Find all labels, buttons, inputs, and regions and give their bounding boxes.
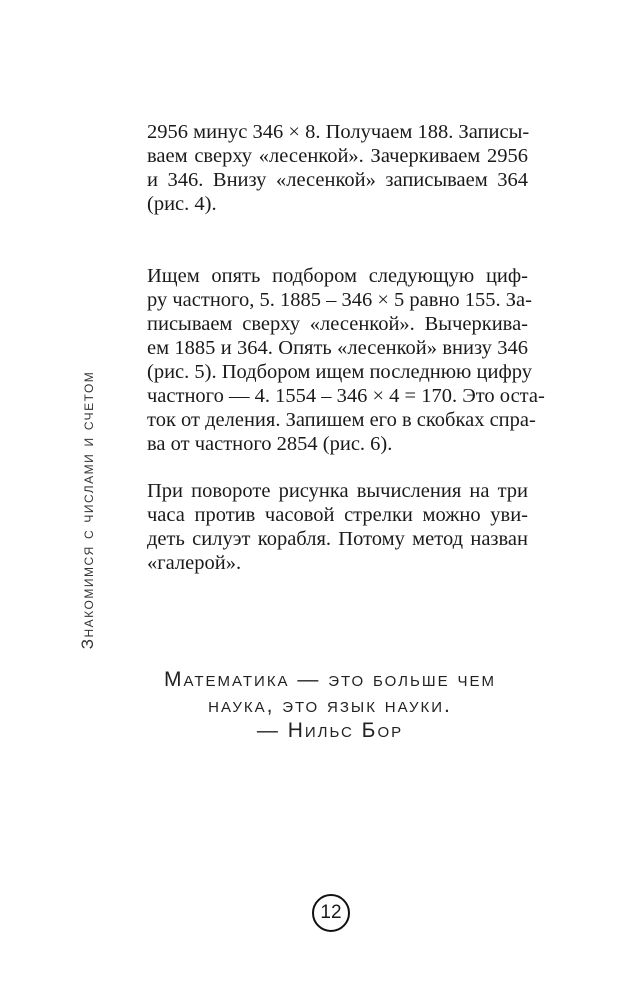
text-line: ва от частного 2854 (рис. 6). <box>147 433 393 455</box>
text-line: 2956 минус 346 × 8. Получаем 188. Записы- <box>147 121 530 143</box>
page-number: 12 <box>312 894 350 932</box>
epigraph-author: — Нильс Бор <box>256 719 404 742</box>
text-line: ток от деления. Запишем его в скобках спра- <box>147 409 536 431</box>
text-line: Ищем опять подбором следующую циф- <box>147 265 528 287</box>
text-line: и 346. Внизу «лесенкой» записываем 364 <box>147 169 528 191</box>
text-line: ваем сверху «лесенкой». Зачеркиваем 2956 <box>147 145 528 167</box>
epigraph-line: наука, это язык науки. <box>208 694 452 717</box>
text-line: часа против часовой стрелки можно уви- <box>147 504 528 526</box>
text-line: «галерой». <box>147 552 242 574</box>
text-line: (рис. 4). <box>147 193 217 215</box>
text-line: ем 1885 и 364. Опять «лесенкой» внизу 346 <box>147 337 528 359</box>
text-line: ру частного, 5. 1885 – 346 × 5 равно 155. За- <box>147 289 532 311</box>
text-line: писываем сверху «лесенкой». Вычеркива- <box>147 313 528 335</box>
text-line: (рис. 5). Подбором ищем последнюю цифру <box>147 361 532 383</box>
running-header: Знакомимся с числами и счетом <box>78 370 97 650</box>
text-line: частного — 4. 1554 – 346 × 4 = 170. Это оста- <box>147 385 545 407</box>
text-line: деть силуэт корабля. Потому метод назван <box>147 528 528 550</box>
epigraph-line: Математика — это больше чем <box>164 668 496 691</box>
text-line: При повороте рисунка вычисления на три <box>147 480 528 502</box>
